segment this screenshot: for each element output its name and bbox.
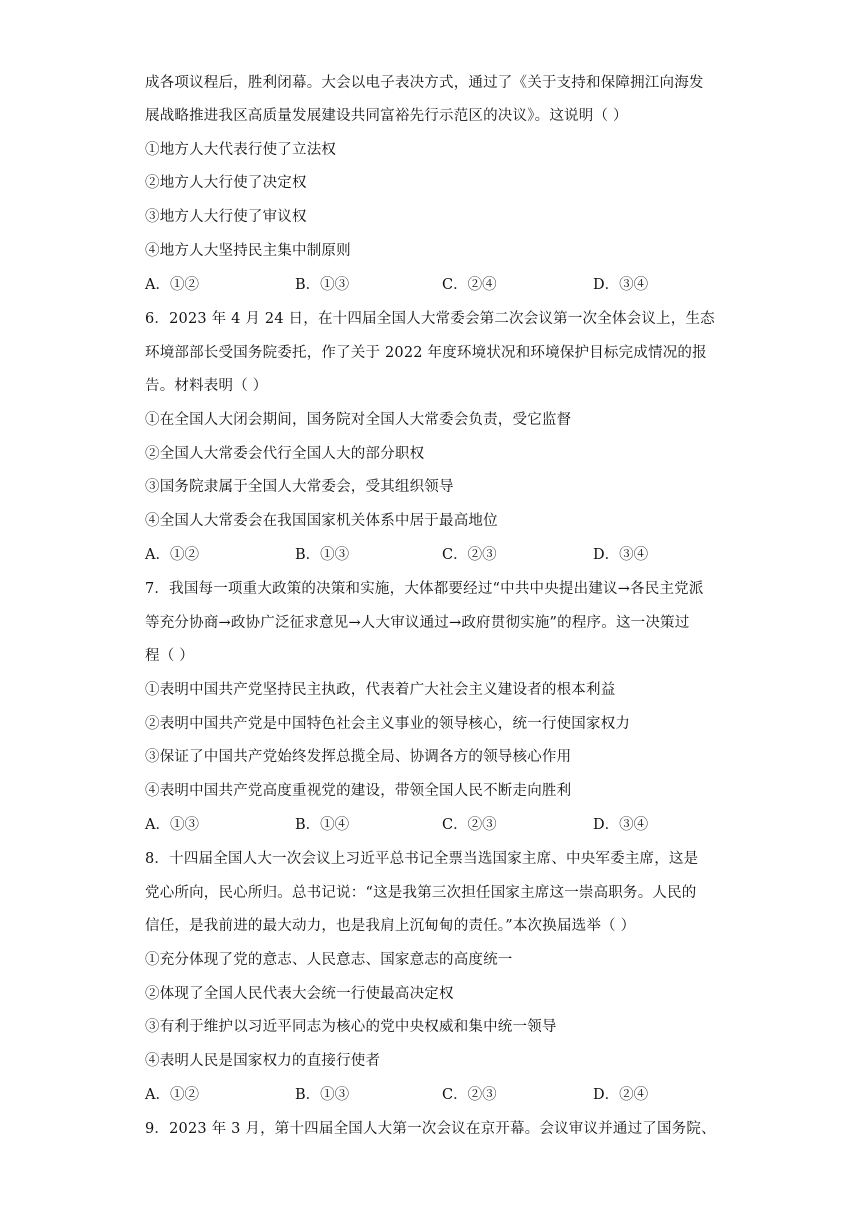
choice-b: B．①③	[295, 547, 350, 563]
question-9-text-line: 9．2023 年 3 月，第十四届全国人大第一次会议在京开幕。会议审议并通过了国务院、	[145, 1121, 716, 1137]
question-8-option: ①充分体现了党的意志、人民意志、国家意志的高度统一	[145, 952, 513, 968]
question-7-text-line: 7．我国每一项重大政策的决策和实施，大体都要经过“中共中央提出建议→各民主党派	[145, 581, 704, 597]
choice-d: D．②④	[593, 1087, 649, 1103]
question-7-option: ③保证了中国共产党始终发挥总揽全局、协调各方的领导核心作用	[145, 749, 572, 765]
choice-c: C．②③	[442, 1087, 497, 1103]
choice-b: B．①④	[295, 817, 350, 833]
choice-d: D．③④	[593, 817, 649, 833]
choice-a: A．①②	[145, 1087, 199, 1103]
choice-a: A．①②	[145, 277, 199, 293]
question-8-text-line: 8．十四届全国人大一次会议上习近平总书记全票当选国家主席、中央军委主席，这是	[145, 851, 699, 867]
choice-c: C．②④	[442, 277, 497, 293]
question-7-text-line: 程（ ）	[145, 648, 194, 664]
question-5-text-line: 成各项议程后，胜利闭幕。大会以电子表决方式，通过了《关于支持和保障拥江向海发	[145, 75, 704, 91]
choice-c: C．②③	[442, 817, 497, 833]
question-8-option: ②体现了全国人民代表大会统一行使最高决定权	[145, 986, 454, 1002]
question-6-text-line: 6．2023 年 4 月 24 日，在十四届全国人大常委会第二次会议第一次全体会议上，生态	[145, 311, 715, 327]
question-5-option: ④地方人大坚持民主集中制原则	[145, 243, 351, 259]
question-8-text-line: 党心所向，民心所归。总书记说：“这是我第三次担任国家主席这一崇高职务。人民的	[145, 885, 697, 901]
question-5-option: ③地方人大行使了审议权	[145, 209, 307, 225]
question-6-text-line: 告。材料表明（ ）	[145, 378, 268, 394]
question-5-text-line: 展战略推进我区高质量发展建设共同富裕先行示范区的决议》。这说明（ ）	[145, 108, 628, 124]
question-5-option: ②地方人大行使了决定权	[145, 175, 307, 191]
question-6-option: ④全国人大常委会在我国国家机关体系中居于最高地位	[145, 513, 498, 529]
choice-b: B．①③	[295, 277, 350, 293]
question-7-option: ②表明中国共产党是中国特色社会主义事业的领导核心，统一行使国家权力	[145, 716, 631, 732]
choice-d: D．③④	[593, 277, 649, 293]
question-6-option: ③国务院隶属于全国人大常委会，受其组织领导	[145, 479, 454, 495]
question-6-option: ①在全国人大闭会期间，国务院对全国人大常委会负责，受它监督	[145, 412, 572, 428]
choice-b: B．①③	[295, 1087, 350, 1103]
question-5-option: ①地方人大代表行使了立法权	[145, 142, 337, 158]
question-8-option: ④表明人民是国家权力的直接行使者	[145, 1053, 381, 1069]
question-6-option: ②全国人大常委会代行全国人大的部分职权	[145, 446, 425, 462]
choice-a: A．①②	[145, 547, 199, 563]
question-7-choices	[145, 813, 725, 837]
question-7-option: ④表明中国共产党高度重视党的建设，带领全国人民不断走向胜利	[145, 783, 572, 799]
question-6-choices	[145, 543, 725, 567]
choice-d: D．③④	[593, 547, 649, 563]
question-8-text-line: 信任，是我前进的最大动力，也是我肩上沉甸甸的责任。”本次换届选举（ ）	[145, 918, 636, 934]
question-7-text-line: 等充分协商→政协广泛征求意见→人大审议通过→政府贯彻实施”的程序。这一决策过	[145, 615, 690, 631]
question-8-choices	[145, 1083, 725, 1107]
question-5-choices	[145, 273, 725, 297]
question-6-text-line: 环境部部长受国务院委托，作了关于 2022 年度环境状况和环境保护目标完成情况的报	[145, 345, 707, 361]
choice-c: C．②③	[442, 547, 497, 563]
question-8-option: ③有利于维护以习近平同志为核心的党中央权威和集中统一领导	[145, 1019, 557, 1035]
question-7-option: ①表明中国共产党坚持民主执政，代表着广大社会主义建设者的根本利益	[145, 682, 616, 698]
choice-a: A．①③	[145, 817, 199, 833]
